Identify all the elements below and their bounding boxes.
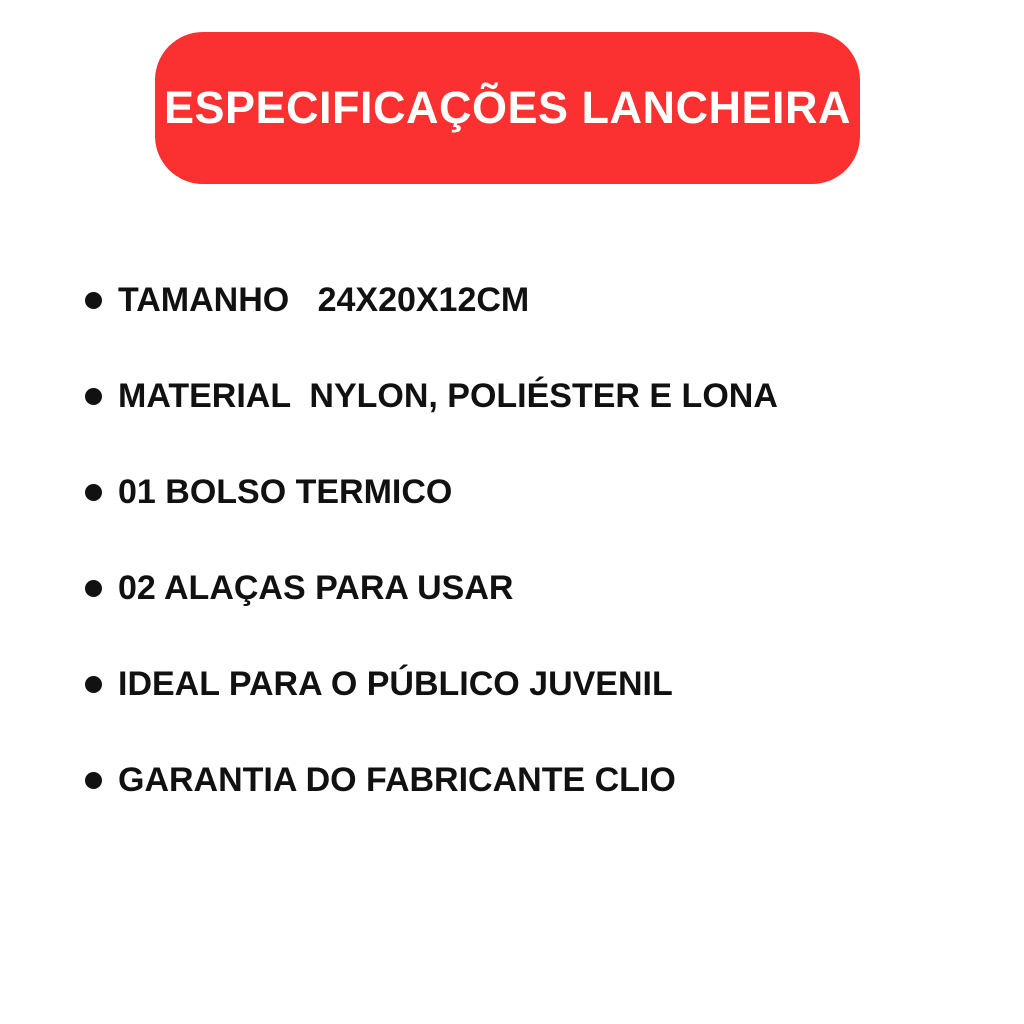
spec-list [85, 278, 945, 854]
list-item [85, 374, 945, 418]
spec-label: IDEAL PARA O PÚBLICO JUVENIL [118, 664, 673, 703]
bullet-icon [85, 292, 102, 309]
spec-label: 01 BOLSO TERMICO [118, 472, 453, 511]
list-item [85, 758, 945, 802]
spec-label: 02 ALAÇAS PARA USAR [118, 568, 514, 607]
bullet-icon [85, 772, 102, 789]
bullet-icon [85, 484, 102, 501]
list-item [85, 566, 945, 610]
bullet-icon [85, 580, 102, 597]
list-item [85, 470, 945, 514]
spec-label: MATERIAL NYLON, POLIÉSTER E LONA [118, 376, 778, 415]
spec-label: GARANTIA DO FABRICANTE CLIO [118, 760, 676, 799]
bullet-icon [85, 676, 102, 693]
page-title: ESPECIFICAÇÕES LANCHEIRA [163, 82, 852, 133]
list-item [85, 278, 945, 322]
header-banner [155, 32, 860, 184]
bullet-icon [85, 388, 102, 405]
list-item [85, 662, 945, 706]
spec-label: TAMANHO 24X20X12CM [118, 280, 530, 319]
